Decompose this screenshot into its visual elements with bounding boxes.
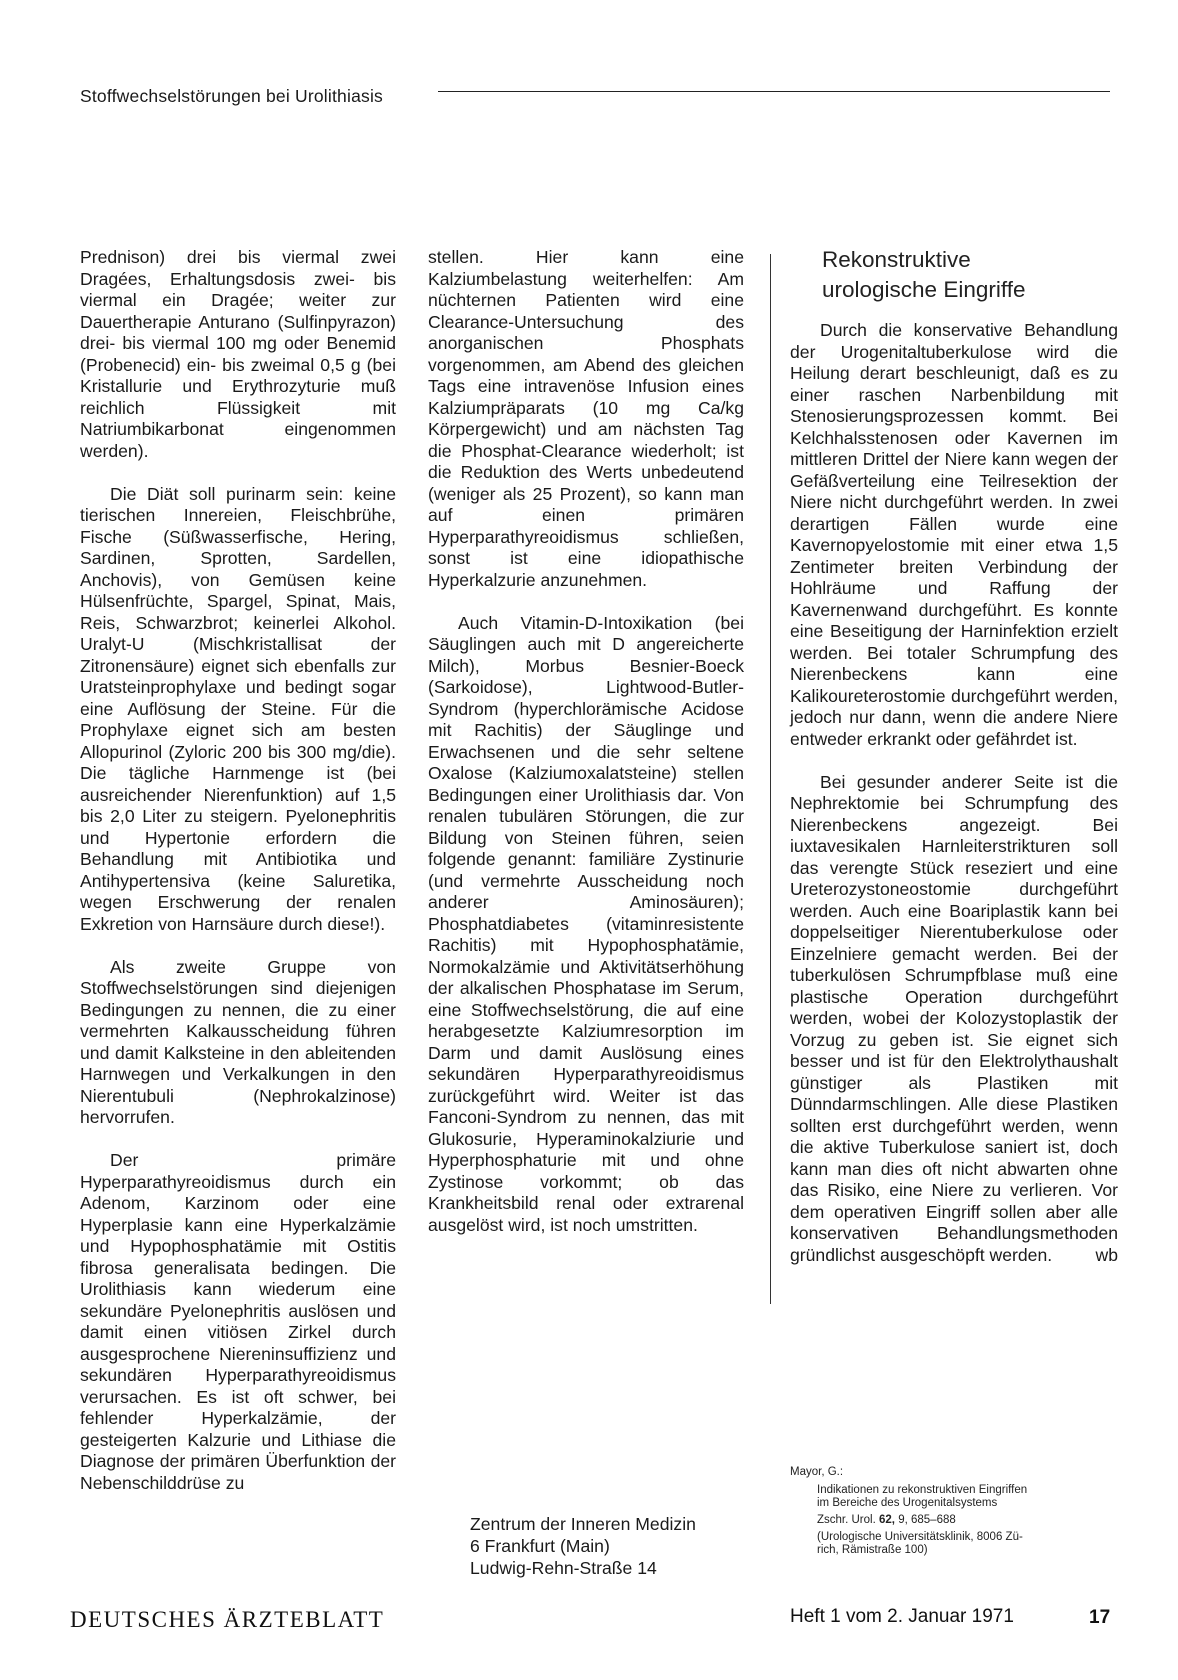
column-divider xyxy=(770,254,771,1304)
address-line: Zentrum der Inneren Medizin xyxy=(470,1514,696,1534)
reference-journal-name: Zschr. Urol. xyxy=(817,1514,876,1526)
paragraph: stellen. Hier kann eine Kalziumbelastung weiterhelfen: Am nüchternen Patienten wird eine Clearance-Untersuchung des anorganischen Phosphats vorgenommen, am Abend des gleichen Tags eine intravenöse Infusion eines Kalziumpräparats (10 mg Ca/kg Körpergewicht) und am nächsten Tag die Phosphat-Clearance wiederholt; ist die Reduktion des Werts unbedeutend (weniger als 25 Prozent), so kann man auf einen primären Hyperparathyreoidismus schließen, sonst ist eine idiopathische Hyperkalzurie anzunehmen. xyxy=(428,247,744,590)
paragraph: Der primäre Hyperparathyreoidismus durch ein Adenom, Karzinom oder eine Hyperplasie kann eine Hyperkalzämie und Hypophosphatämie mit Ostitis fibrosa generalisata bedingen. Die Urolithiasis kann wiederum eine sekundäre Pyelonephritis auslösen und damit einen vitiösen Zirkel durch ausgesprochene Niereninsuffizienz und sekundären Hyperparathyreoidismus verursachen. Es ist oft schwer, bei fehlender Hyperkalzämie, der gesteigerten Kalzurie und Lithiase die Diagnose der primären Überfunktion der Nebenschilddrüse zu xyxy=(80,1150,396,1493)
reference-affiliation: rich, Rämistraße 100) xyxy=(817,1544,928,1556)
address-line: 6 Frankfurt (Main) xyxy=(470,1536,610,1556)
reference-pages: 9, 685–688 xyxy=(898,1514,956,1526)
footer-journal-title: DEUTSCHES ÄRZTEBLATT xyxy=(70,1607,385,1632)
reference-affiliation: (Urologische Universitätsklinik, 8006 Zü- xyxy=(817,1531,1023,1543)
section-title xyxy=(822,245,1025,305)
paragraph: Durch die konservative Behandlung der Urogenitaltuberkulose wird die Heilung derart beschleunigt, daß es zu einer raschen Narbenbildung mit Stenosierungsprozessen kommt. Bei Kelchhalsstenosen oder Kavernen im mittleren Drittel der Niere kann wegen der Gefäßverteilung eine Teilresektion der Niere nicht durchgeführt werden. In zwei derartigen Fällen wurde eine Kavernopyelostomie mit einer etwa 1,5 Zentimeter breiten Verbindung der Hohlräume und Raffung der Kavernenwand durchgeführt. Es konnte eine Beseitigung der Harninfektion erzielt werden. Bei totaler Schrumpfung des Nierenbeckens kann eine Kalikoureterostomie durchgeführt werden, jedoch nur dann, wenn die andere Niere entweder erkrankt oder gefährdet ist. xyxy=(790,320,1118,749)
author-signoff: wb xyxy=(1095,1244,1118,1265)
column-1 xyxy=(80,247,396,1494)
paragraph: Prednison) drei bis viermal zwei Dragées, Erhaltungsdosis zwei- bis viermal ein Dragée; weiter zur Dauertherapie Anturano (Sulfinpyrazon) drei- bis viermal 100 mg oder Benemid (Probenecid) ein- bis zweimal 0,5 g (bei Kristallurie und Erythrozyturie muß reichlich Flüssigkeit mit Natriumbikarbonat eingenommen werden). xyxy=(80,247,396,461)
paragraph xyxy=(790,772,1118,1267)
section-title-line: Rekonstruktive xyxy=(822,247,971,272)
paragraph-text: Bei gesunder anderer Seite ist die Nephrektomie bei Schrumpfung des Nierenbeckens angezeigt. Bei iuxtavesikalen Harnleiterstrikturen soll das verengte Stück reseziert und eine Ureterozystoneostomie durchgeführt werden. Auch eine Boariplastik kann bei doppelseitiger Nierentuberkulose oder Einzelniere gemacht werden. Bei der tuberkulösen Schrumpfblase muß eine plastische Operation durchgeführt werden, wobei der Kolozystoplastik der Vorzug zu geben ist. Sie eignet sich besser und ist für den Elektrolythaushalt günstiger als Plastiken mit Dünndarmschlingen. Alle diese Plastiken sollten erst durchgeführt werden, wenn die aktive Tuberkulose saniert ist, doch kann man dies oft nicht abwarten ohne das Risiko, eine Niere zu verlieren. Vor dem operativen Eingriff sollen aber alle konservativen Behandlungsmethoden gründlichst ausgeschöpft werden. xyxy=(790,771,1118,1265)
reference-entry xyxy=(790,1466,1027,1557)
reference-title: im Bereiche des Urogenitalsystems xyxy=(817,1497,998,1509)
reference-journal xyxy=(817,1514,1027,1527)
footer-issue: Heft 1 vom 2. Januar 1971 xyxy=(790,1606,1014,1627)
address-line: Ludwig-Rehn-Straße 14 xyxy=(470,1558,657,1578)
reference-volume: 62, xyxy=(879,1514,895,1526)
running-head: Stoffwechselstörungen bei Urolithiasis xyxy=(80,86,383,106)
paragraph: Auch Vitamin-D-Intoxikation (bei Säuglingen auch mit D angereicherte Milch), Morbus Besnier-Boeck (Sarkoidose), Lightwood-Butler-Syndrom (hyperchlorämische Acidose mit Rachitis) der Säuglinge und Erwachsenen und die sehr seltene Oxalose (Kalziumoxalatsteine) stellen Bedingungen einer Urolithiasis dar. Von renalen tubulären Störungen, die zur Bildung von Steinen führen, seien folgende genannt: familiäre Zystinurie (und vermehrte Ausscheidung noch anderer Aminosäuren); Phosphatdiabetes (vitaminresistente Rachitis) mit Hypophosphatämie, Normokalzämie und Aktivitätserhöhung der alkalischen Phosphatase im Serum, eine Stoffwechselstörung, die auf eine herabgesetzte Kalziumresorption im Darm und damit Auslösung eines sekundären Hyperparathyreoidismus zurückgeführt wird. Weiter ist das Fanconi-Syndrom zu nennen, das mit Glukosurie, Hyperaminokalziurie und Hyperphosphaturie mit und ohne Zystinose vorkommt; ob das Krankheitsbild renal oder extrarenal ausgelöst wird, ist noch umstritten. xyxy=(428,612,744,1235)
paragraph: Als zweite Gruppe von Stoffwechselstörungen sind diejenigen Bedingungen zu nennen, die zu einer vermehrten Kalkausscheidung führen und damit Kalksteine in den ableitenden Harnwegen und Verkalkungen in den Nierentubuli (Nephrokalzinose) hervorrufen. xyxy=(80,956,396,1127)
column-3 xyxy=(790,320,1118,1266)
column-2 xyxy=(428,247,744,1236)
section-title-line: urologische Eingriffe xyxy=(822,277,1026,302)
paragraph: Die Diät soll purinarm sein: keine tierischen Innereien, Fleischbrühe, Fische (Süßwasserfische, Hering, Sardinen, Sprotten, Sardellen, Anchovis), von Gemüsen keine Hülsenfrüchte, Spargel, Spinat, Mais, Reis, Schwarzbrot; keinerlei Alkohol. Uralyt-U (Mischkristallisat der Zitronensäure) eignet sich ebenfalls zur Uratsteinprophylaxe und bedingt sogar eine Auflösung der Steine. Für die Prophylaxe eignet sich am besten Allopurinol (Zyloric 200 bis 300 mg/die). Die tägliche Harnmenge ist (bei ausreichender Nierenfunktion) auf 1,5 bis 2,0 Liter zu steigern. Pyelonephritis und Hypertonie erfordern die Behandlung mit Antibiotika und Antihypertensiva (keine Saluretika, wegen Erschwerung der renalen Exkretion von Harnsäure durch diese!). xyxy=(80,483,396,934)
author-address xyxy=(470,1513,696,1579)
reference-title: Indikationen zu rekonstruktiven Eingriffen xyxy=(817,1484,1028,1496)
reference-author: Mayor, G.: xyxy=(790,1466,844,1478)
page-number: 17 xyxy=(1089,1607,1111,1628)
header-rule xyxy=(438,91,1110,92)
